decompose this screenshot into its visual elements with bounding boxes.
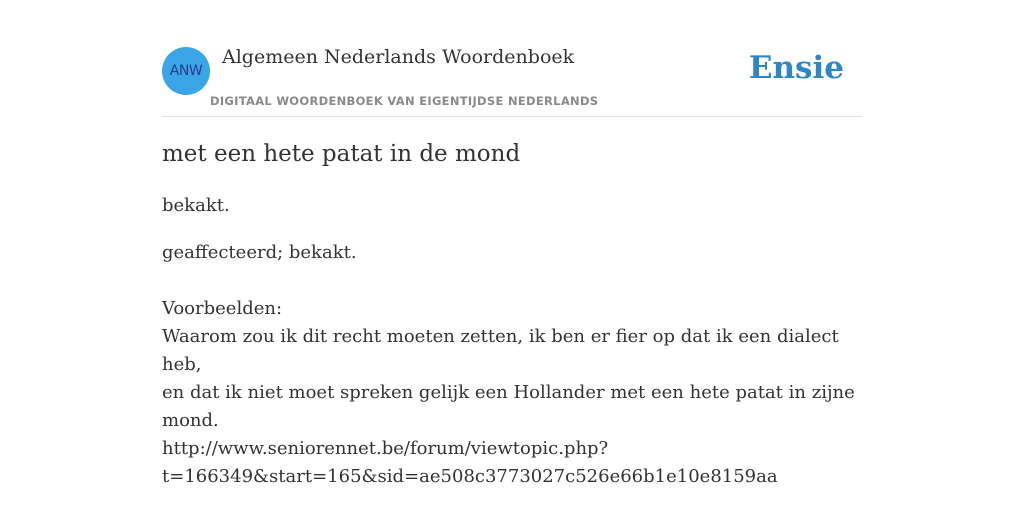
site-subtitle: DIGITAAL WOORDENBOEK VAN EIGENTIJDSE NEDERLANDS [210, 94, 599, 108]
definition-1: bekakt. [162, 195, 230, 216]
site-header [162, 0, 862, 117]
entry-title: met een hete patat in de mond [162, 141, 521, 167]
examples-block [162, 295, 862, 491]
example-line: Waarom zou ik dit recht moeten zetten, ik ben er fier op dat ik een dialect heb, [162, 326, 839, 375]
example-source-url: t=166349&start=165&sid=ae508c3773027c526e66b1e10e8159aa [162, 466, 778, 487]
anw-logo[interactable] [162, 47, 210, 95]
definition-2: geaffecteerd; bekakt. [162, 242, 357, 263]
examples-label: Voorbeelden: [162, 298, 283, 319]
site-title[interactable]: Algemeen Nederlands Woordenboek [222, 46, 575, 68]
ensie-brand-link[interactable]: Ensie [748, 50, 844, 86]
example-source-url: http://www.seniorennet.be/forum/viewtopic.php? [162, 438, 609, 459]
example-line: en dat ik niet moet spreken gelijk een Hollander met een hete patat in zijne [162, 382, 855, 403]
entry-content [162, 138, 862, 491]
example-line: mond. [162, 410, 219, 431]
logo-text: ANW [169, 63, 203, 79]
